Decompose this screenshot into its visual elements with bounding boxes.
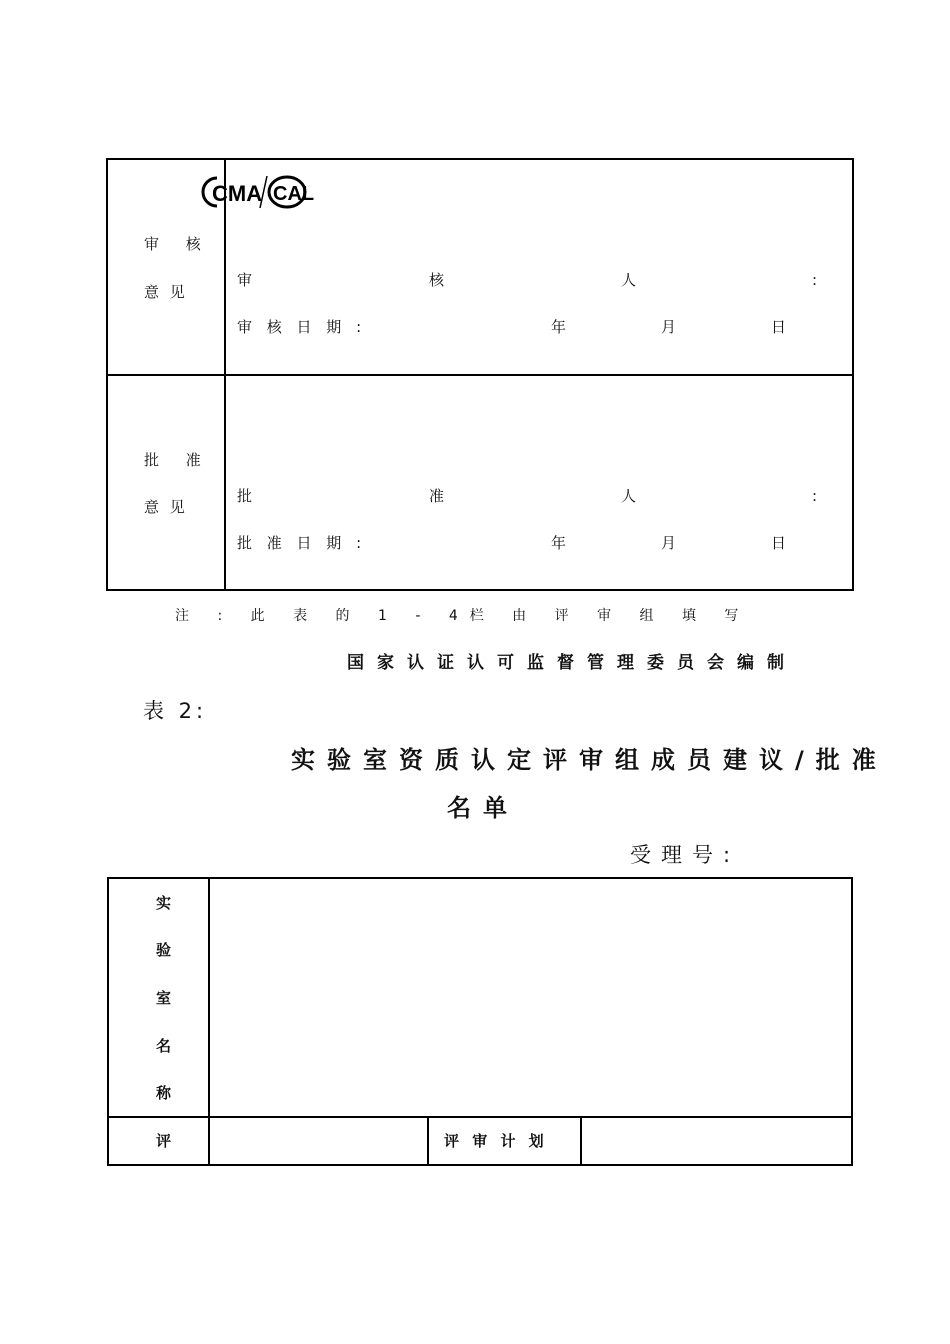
cal-logo-text: CAL: [273, 183, 315, 205]
reviewer-colon: :: [812, 271, 818, 289]
review-date-label: 审 核 日 期 :: [237, 318, 362, 336]
lab-name-char-4: 名: [156, 1037, 172, 1055]
cma-cal-logo: [203, 174, 315, 210]
form-note: 注 : 此 表 的 1 - 4栏 由 评 审 组 填 写: [175, 608, 751, 624]
approve-month: 月: [661, 534, 677, 552]
approve-label-bottom: 意 见: [144, 498, 185, 516]
review-year: 年: [551, 318, 567, 336]
table-number-label: 表 2:: [143, 699, 208, 723]
lab-name-char-5: 称: [156, 1084, 172, 1102]
review-row-label: 评: [156, 1132, 172, 1150]
review-label-top: 审 核: [144, 235, 201, 253]
review-label-bottom: 意 见: [144, 283, 185, 301]
lab-name-char-1: 实: [156, 894, 172, 912]
approver-char-3: 人: [621, 487, 637, 505]
approver-char-2: 准: [429, 487, 445, 505]
review-day: 日: [771, 318, 787, 336]
review-plan-label: 评 审 计 划: [444, 1132, 544, 1150]
receipt-number-label: 受理号:: [630, 843, 741, 867]
approve-date-label: 批 准 日 期 :: [237, 534, 362, 552]
issuing-organization: 国家认证认可监督管理委员会编制: [347, 653, 797, 673]
reviewer-char-3: 人: [621, 271, 637, 289]
approve-label-top: 批 准: [144, 451, 201, 469]
approve-day: 日: [771, 534, 787, 552]
reviewer-char-1: 审: [237, 271, 253, 289]
form-title-line-2: 名单: [447, 794, 519, 822]
lab-name-char-2: 验: [156, 941, 172, 959]
approver-colon: :: [812, 487, 818, 505]
cma-logo-text: CMA: [212, 181, 263, 206]
approver-char-1: 批: [237, 487, 253, 505]
form-title-line-1: 实验室资质认定评审组成员建议/批准: [291, 746, 888, 774]
lab-name-char-3: 室: [156, 989, 172, 1007]
reviewer-char-2: 核: [429, 271, 445, 289]
approve-year: 年: [551, 534, 567, 552]
review-month: 月: [661, 318, 677, 336]
